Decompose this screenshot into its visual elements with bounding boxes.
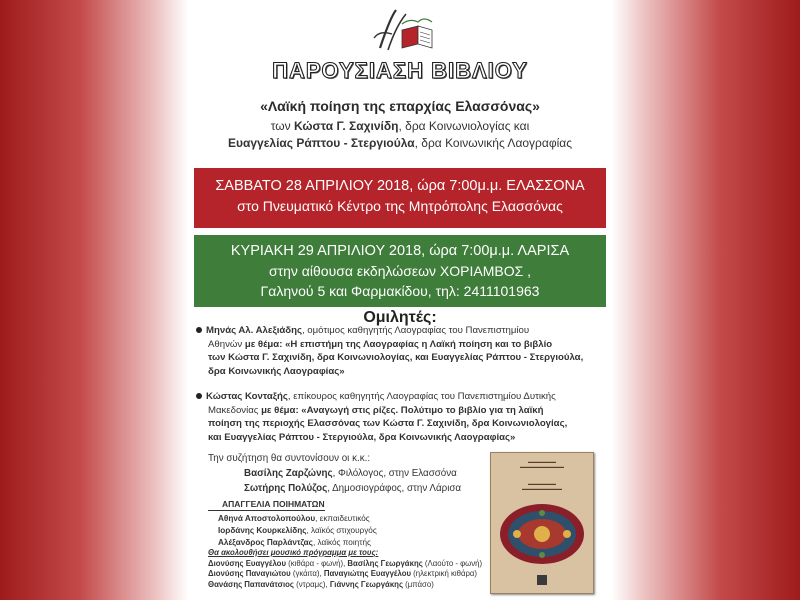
speaker-1-theme: : «Η επιστήμη της Λαογραφίας η Λαϊκή ποίηση και το βιβλίο: [279, 338, 553, 350]
reader-1-name: Αθηνά Αποστολοπούλου: [218, 514, 316, 523]
event-larisa-address: Γαληνού 5 και Φαρμακίδου, τηλ: 2411101963: [260, 283, 540, 299]
reader-1-role: , εκπαιδευτικός: [315, 514, 370, 523]
speaker-1-name: Μηνάς Αλ. Αλεξιάδης: [206, 325, 302, 336]
musician-4-role: (ηλεκτρική κιθάρα): [411, 569, 478, 578]
coordinator-2: [208, 481, 461, 496]
event-band-elassona: [194, 168, 606, 228]
speaker-1-line-2: [196, 338, 604, 352]
authors-block: [194, 118, 606, 152]
authors-line-2: [194, 135, 606, 152]
event-elassona-date: ΣΑΒΒΑΤΟ 28 ΑΠΡΙΛΙΟΥ 2018, ώρα 7:00μ.μ. ΕΛΑΣΣΟΝΑ: [215, 178, 585, 194]
publisher-logo-icon: [537, 575, 547, 585]
speaker-1-text: , ομότιμος καθηγητής Λαογραφίας του Πανεπιστημίου: [301, 325, 530, 336]
author-1-name: Κώστα Γ. Σαχινίδη: [294, 119, 399, 133]
coordinator-2-role: , Δημοσιογράφος, στην Λάρισα: [327, 483, 462, 494]
reader-2-role: , λαϊκός στιχουργός: [306, 526, 377, 535]
speaker-1-theme-label: με θέμα: [244, 338, 280, 350]
authors-prefix: των: [270, 119, 294, 133]
coordinator-1-role: , Φιλόλογος, στην Ελασσόνα: [332, 468, 457, 479]
music-program: [208, 548, 482, 590]
musician-5-role: (ντραμς),: [293, 579, 330, 589]
musician-2: Βασίλης Γεωργάκης: [347, 558, 423, 568]
reader-3-role: , λαϊκός ποιητής: [312, 538, 371, 547]
musician-1-role: (κιθάρα - φωνή),: [286, 558, 348, 568]
event-band-larisa: [194, 235, 606, 307]
event-elassona-venue: στο Πνευματικό Κέντρο της Μητρόπολης Ελασσόνας: [237, 198, 563, 214]
musician-5: Θανάσης Παπανάτσιος: [208, 579, 294, 589]
musician-3: Διονύσης Παναγιώτου: [208, 569, 291, 578]
author-2-name: Ευαγγελίας Ράπτου - Στεργιούλα: [227, 136, 415, 150]
speaker-2-theme-cont: ποίηση της περιοχής Ελασσόνας των Κώστα Γ. Σαχινίδη, δρα Κοινωνιολογίας,: [208, 418, 568, 429]
musician-2-role: (Λαούτο - φωνή): [422, 558, 483, 568]
musician-6: Γιάννης Γεωργάκης: [329, 579, 404, 589]
musician-6-role: (μπάσο): [403, 579, 434, 589]
speaker-2-theme: : «Αναγωγή στις ρίζες. Πολύτιμο το βιβλίο για τη λαϊκή: [295, 404, 544, 416]
book-cover-caption: ▬▬▬▬▬▬▬ ▬▬▬▬▬▬▬▬▬▬▬: [520, 459, 564, 469]
coordinator-2-name: Σωτήρης Πολύζος: [244, 483, 328, 494]
speaker-2-theme-end: και Ευαγγελίας Ράπτου - Στεργιούλα, δρα Κοινωνικής Λαογραφίας»: [208, 431, 516, 443]
book-cover-ornament-icon: [497, 501, 587, 567]
speaker-2: [196, 390, 604, 444]
music-row-1: [208, 559, 482, 570]
book-cover-title: ▬▬▬▬▬▬▬ ▬▬▬▬▬▬▬▬▬▬: [522, 481, 562, 491]
speaker-2-text: , επίκουρος καθηγητής Λαογραφίας του Πανεπιστημίου Δυτικής: [287, 391, 556, 402]
book-cover-image: [490, 452, 594, 594]
musician-4: Παναγιώτης Ευαγγέλου: [323, 569, 411, 578]
speaker-2-name: Κώστας Κονταξής: [206, 391, 288, 402]
speaker-2-theme-label: με θέμα: [261, 404, 296, 416]
book-title: «Λαϊκή ποίηση της επαρχίας Ελασσόνας»: [260, 98, 540, 114]
book-logo-icon: [366, 8, 436, 56]
event-larisa-venue: στην αίθουσα εκδηλώσεων ΧΟΡΙΑΜΒΟΣ ,: [268, 263, 532, 279]
musician-1: Διονύσης Ευαγγέλου: [208, 558, 286, 568]
speaker-1: [196, 324, 604, 378]
coordinators: [208, 451, 461, 496]
speaker-2-university: Μακεδονίας: [208, 404, 262, 416]
author-1-role: , δρα Κοινωνιολογίας και: [398, 119, 530, 133]
speaker-1-theme-end: δρα Κοινωνικής Λαογραφίας»: [208, 365, 345, 377]
event-larisa-date: ΚΥΡΙΑΚΗ 29 ΑΠΡΙΛΙΟΥ 2018, ώρα 7:00μ.μ. ΛΑΡΙΣΑ: [230, 243, 570, 259]
coordinator-1: [208, 466, 461, 481]
music-row-3: [208, 580, 482, 591]
musician-3-role: (γκάιτα),: [290, 569, 324, 578]
event-poster: [188, 0, 612, 600]
reader-1: [208, 513, 377, 525]
bullet-icon: [196, 393, 202, 399]
reader-2: [208, 525, 377, 537]
music-row-2: [208, 569, 482, 580]
speaker-2-line-2: [196, 404, 604, 418]
poster-title: ΠΑΡΟΥΣΙΑΣΗ ΒΙΒΛΙΟΥ: [272, 58, 528, 83]
music-heading: Θα ακολουθήσει μουσικό πρόγραμμα με τους:: [208, 548, 379, 557]
coordinator-1-name: Βασίλης Ζαρζώνης: [244, 468, 333, 479]
speaker-1-university: Αθηνών: [208, 338, 245, 350]
reader-3-name: Αλέξανδρος Παρλάντζας: [218, 538, 313, 547]
authors-line-1: [194, 118, 606, 135]
speakers-heading: Ομιλητές:: [363, 309, 437, 326]
reader-2-name: Ιορδάνης Κουρκελίδης: [218, 526, 307, 535]
readings-heading: ΑΠΑΓΓΕΛΙΑ ΠΟΙΗΜΑΤΩΝ: [208, 498, 325, 511]
coordinators-intro: Την συζήτηση θα συντονίσουν οι κ.κ.:: [208, 453, 371, 464]
author-2-role: , δρα Κοινωνικής Λαογραφίας: [414, 136, 572, 150]
speaker-1-theme-cont: των Κώστα Γ. Σαχινίδη, δρα Κοινωνιολογίας, και Ευαγγελίας Ράπτου - Στεργιούλα,: [208, 352, 584, 363]
bullet-icon: [196, 327, 202, 333]
poetry-readings: [208, 498, 377, 549]
